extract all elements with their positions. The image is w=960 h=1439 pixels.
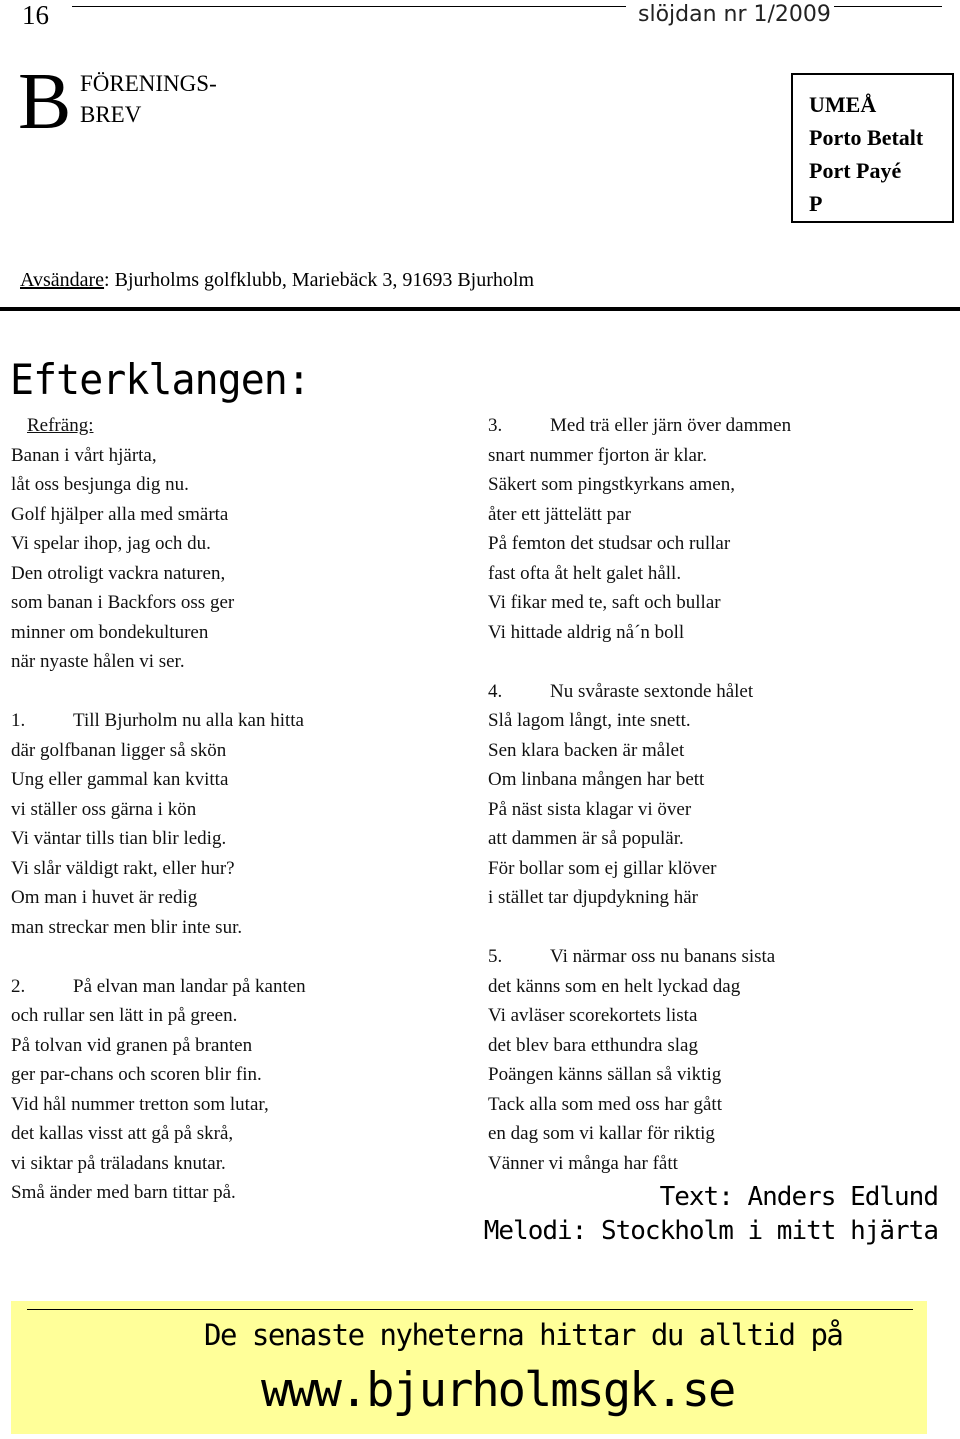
- poem-line: Golf hjälper alla med smärta: [11, 503, 229, 525]
- poem-line: Vi hittade aldrig nå´n boll: [488, 621, 685, 643]
- sender-address: : Bjurholms golfklubb, Mariebäck 3, 91693 Bjurholm: [104, 269, 535, 291]
- masthead-line2: BREV: [80, 102, 142, 127]
- sender-rule: [0, 307, 960, 311]
- verse-number: 1.: [11, 710, 26, 731]
- poem-line: För bollar som ej gillar klöver: [488, 857, 717, 879]
- verse-number: 4.: [488, 680, 503, 702]
- postage-city: UMEÅ: [809, 92, 877, 117]
- masthead-title: [80, 68, 217, 130]
- poem-line: På femton det studsar och rullar: [488, 533, 731, 554]
- poem-line: vi siktar på träladans knutar.: [11, 1152, 226, 1174]
- poem-line: i stället tar djupdykning här: [488, 887, 699, 908]
- poem-line: Vi fikar med te, saft och bullar: [488, 592, 721, 613]
- verse-first-line: [11, 972, 306, 1002]
- poem-line: Vi närmar oss nu banans sista: [550, 946, 776, 967]
- poem-line: man streckar men blir inte sur.: [11, 916, 243, 938]
- poem-line: där golfbanan ligger så skön: [11, 739, 227, 761]
- verse-number: 3.: [488, 415, 503, 436]
- sender-line: [20, 266, 534, 294]
- verse-number: 2.: [11, 975, 26, 997]
- verse-first-line: [11, 706, 306, 736]
- poem-line: att dammen är så populär.: [488, 828, 684, 849]
- poem-line: ger par-chans och scoren blir fin.: [11, 1064, 262, 1085]
- song-title: Efterklangen:: [10, 355, 310, 404]
- poem-line: Om man i huvet är redig: [11, 887, 198, 908]
- poem-line: Om linbana mången har bett: [488, 769, 705, 790]
- poem-line: Nu svåraste sextonde hålet: [550, 680, 754, 702]
- credits-text-author: Text: Anders Edlund: [659, 1182, 938, 1212]
- poem-line: Vi spelar ihop, jag och du.: [11, 533, 211, 554]
- poem-line: Den otroligt vackra naturen,: [11, 562, 226, 584]
- header-rule-left: [72, 6, 626, 7]
- poem-line: fast ofta åt helt galet håll.: [488, 562, 682, 584]
- poem-line: Poängen känns sällan så viktig: [488, 1064, 722, 1085]
- poem-line: Tack alla som med oss har gått: [488, 1093, 722, 1115]
- poem-line: Vi slår väldigt rakt, eller hur?: [11, 857, 235, 879]
- poem-line: Med trä eller järn över dammen: [550, 415, 792, 436]
- poem-line: Vi väntar tills tian blir ledig.: [11, 828, 227, 849]
- website-banner: [11, 1301, 927, 1434]
- poem-line: en dag som vi kallar för riktig: [488, 1123, 715, 1144]
- poem-line: låt oss besjunga dig nu.: [11, 474, 189, 495]
- refrain-label: Refräng:: [27, 415, 94, 436]
- masthead-line1: FÖRENINGS-: [80, 71, 217, 96]
- postage-p: P: [809, 191, 823, 216]
- poem-line: Vid hål nummer tretton som lutar,: [11, 1093, 269, 1115]
- verse-first-line: [488, 942, 791, 972]
- verse-first-line: [488, 411, 791, 441]
- poem-line: Säkert som pingstkyrkans amen,: [488, 474, 735, 495]
- magazine-issue: slöjdan nr 1/2009: [638, 2, 831, 27]
- postage-paid: Porto Betalt: [809, 125, 924, 150]
- sender-label: Avsändare: [20, 269, 105, 291]
- credits: [484, 1180, 938, 1248]
- verse-first-line: [488, 677, 791, 707]
- poem-line: snart nummer fjorton är klar.: [488, 444, 707, 466]
- poem-line: åter ett jättelätt par: [488, 503, 631, 525]
- poem-line: vi ställer oss gärna i kön: [11, 798, 197, 820]
- poem-left-column: [11, 411, 306, 1208]
- poem-line: Till Bjurholm nu alla kan hitta: [73, 710, 304, 731]
- postage-box: [791, 73, 954, 223]
- poem-line: det kallas visst att gå på skrå,: [11, 1123, 234, 1144]
- poem-line: det blev bara etthundra slag: [488, 1034, 698, 1056]
- poem-line: som banan i Backfors oss ger: [11, 592, 235, 613]
- banner-rule: [27, 1309, 913, 1310]
- poem-line: På elvan man landar på kanten: [73, 975, 306, 997]
- poem-line: På tolvan vid granen på branten: [11, 1034, 253, 1056]
- credits-melody: Melodi: Stockholm i mitt hjärta: [483, 1216, 938, 1246]
- poem-line: Sen klara backen är målet: [488, 739, 685, 761]
- poem-line: minner om bondekulturen: [11, 621, 209, 643]
- website-link[interactable]: www.bjurholmsgk.se: [261, 1363, 735, 1418]
- poem-line: På näst sista klagar vi över: [488, 798, 692, 820]
- poem-line: och rullar sen lätt in på green.: [11, 1005, 238, 1026]
- postage-paid-fr: Port Payé: [809, 158, 902, 183]
- verse-number: 5.: [488, 946, 503, 967]
- poem-line: det känns som en helt lyckad dag: [488, 975, 741, 997]
- page-number: 16: [22, 0, 49, 30]
- poem-line: Banan i vårt hjärta,: [11, 444, 157, 466]
- poem-line: Slå lagom långt, inte snett.: [488, 710, 691, 731]
- header-rule-right: [834, 6, 942, 7]
- poem-right-column: [488, 411, 791, 1178]
- poem-line: Vi avläser scorekortets lista: [488, 1005, 698, 1026]
- poem-line: Ung eller gammal kan kvitta: [11, 769, 229, 790]
- masthead-letter: B: [18, 58, 72, 146]
- poem-line: Små änder med barn tittar på.: [11, 1182, 236, 1203]
- banner-tagline: De senaste nyheterna hittar du alltid på: [204, 1318, 843, 1352]
- poem-line: när nyaste hålen vi ser.: [11, 651, 185, 672]
- poem-line: Vänner vi många har fått: [488, 1152, 678, 1174]
